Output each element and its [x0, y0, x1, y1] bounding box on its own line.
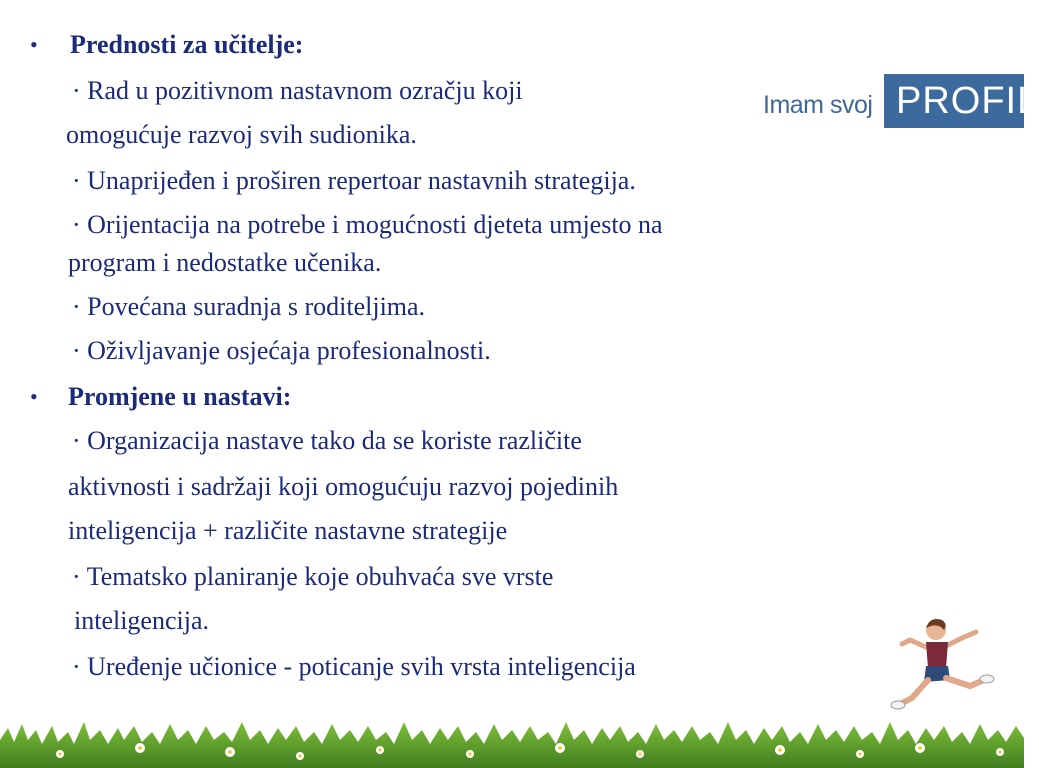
bullet-icon: •	[30, 384, 38, 409]
grass-border-image	[0, 710, 1024, 768]
text-line: · Organizacija nastave tako da se koriste različite	[72, 426, 582, 455]
heading-teacher-benefits: Prednosti za učitelje:	[70, 30, 304, 59]
logo-box	[884, 74, 1039, 128]
text-line: program i nedostatke učenika.	[68, 248, 382, 277]
text-line: · Oživljavanje osjećaja profesionalnosti.	[72, 336, 491, 365]
text-line: inteligencija + različite nastavne strategije	[68, 516, 508, 545]
text-line: · Povećana suradnja s roditeljima.	[72, 292, 426, 321]
profil-logo	[760, 74, 1039, 128]
text-line: · Uređenje učionice - poticanje svih vrsta inteligencija	[72, 652, 636, 681]
text-line: · Rad u pozitivnom nastavnom ozračju koji	[72, 76, 523, 105]
text-line: aktivnosti i sadržaji koji omogućuju razvoj pojedinih	[68, 472, 619, 501]
text-line: inteligencija.	[74, 606, 210, 635]
text-line: · Orijentacija na potrebe i mogućnosti djeteta umjesto na	[72, 210, 663, 239]
bullet-icon: •	[30, 32, 38, 57]
text-line: · Unaprijeđen i proširen repertoar nastavnih strategija.	[72, 166, 636, 195]
heading-teaching-changes: Promjene u nastavi:	[68, 382, 292, 411]
text-line: · Tematsko planiranje koje obuhvaća sve vrste	[72, 562, 554, 591]
logo-brand: PROFIL	[896, 80, 1039, 122]
text-line: omogućuje razvoj svih sudionika.	[66, 120, 417, 149]
jumping-child-image	[880, 610, 1000, 720]
logo-prefix: Imam svoj	[763, 91, 873, 119]
